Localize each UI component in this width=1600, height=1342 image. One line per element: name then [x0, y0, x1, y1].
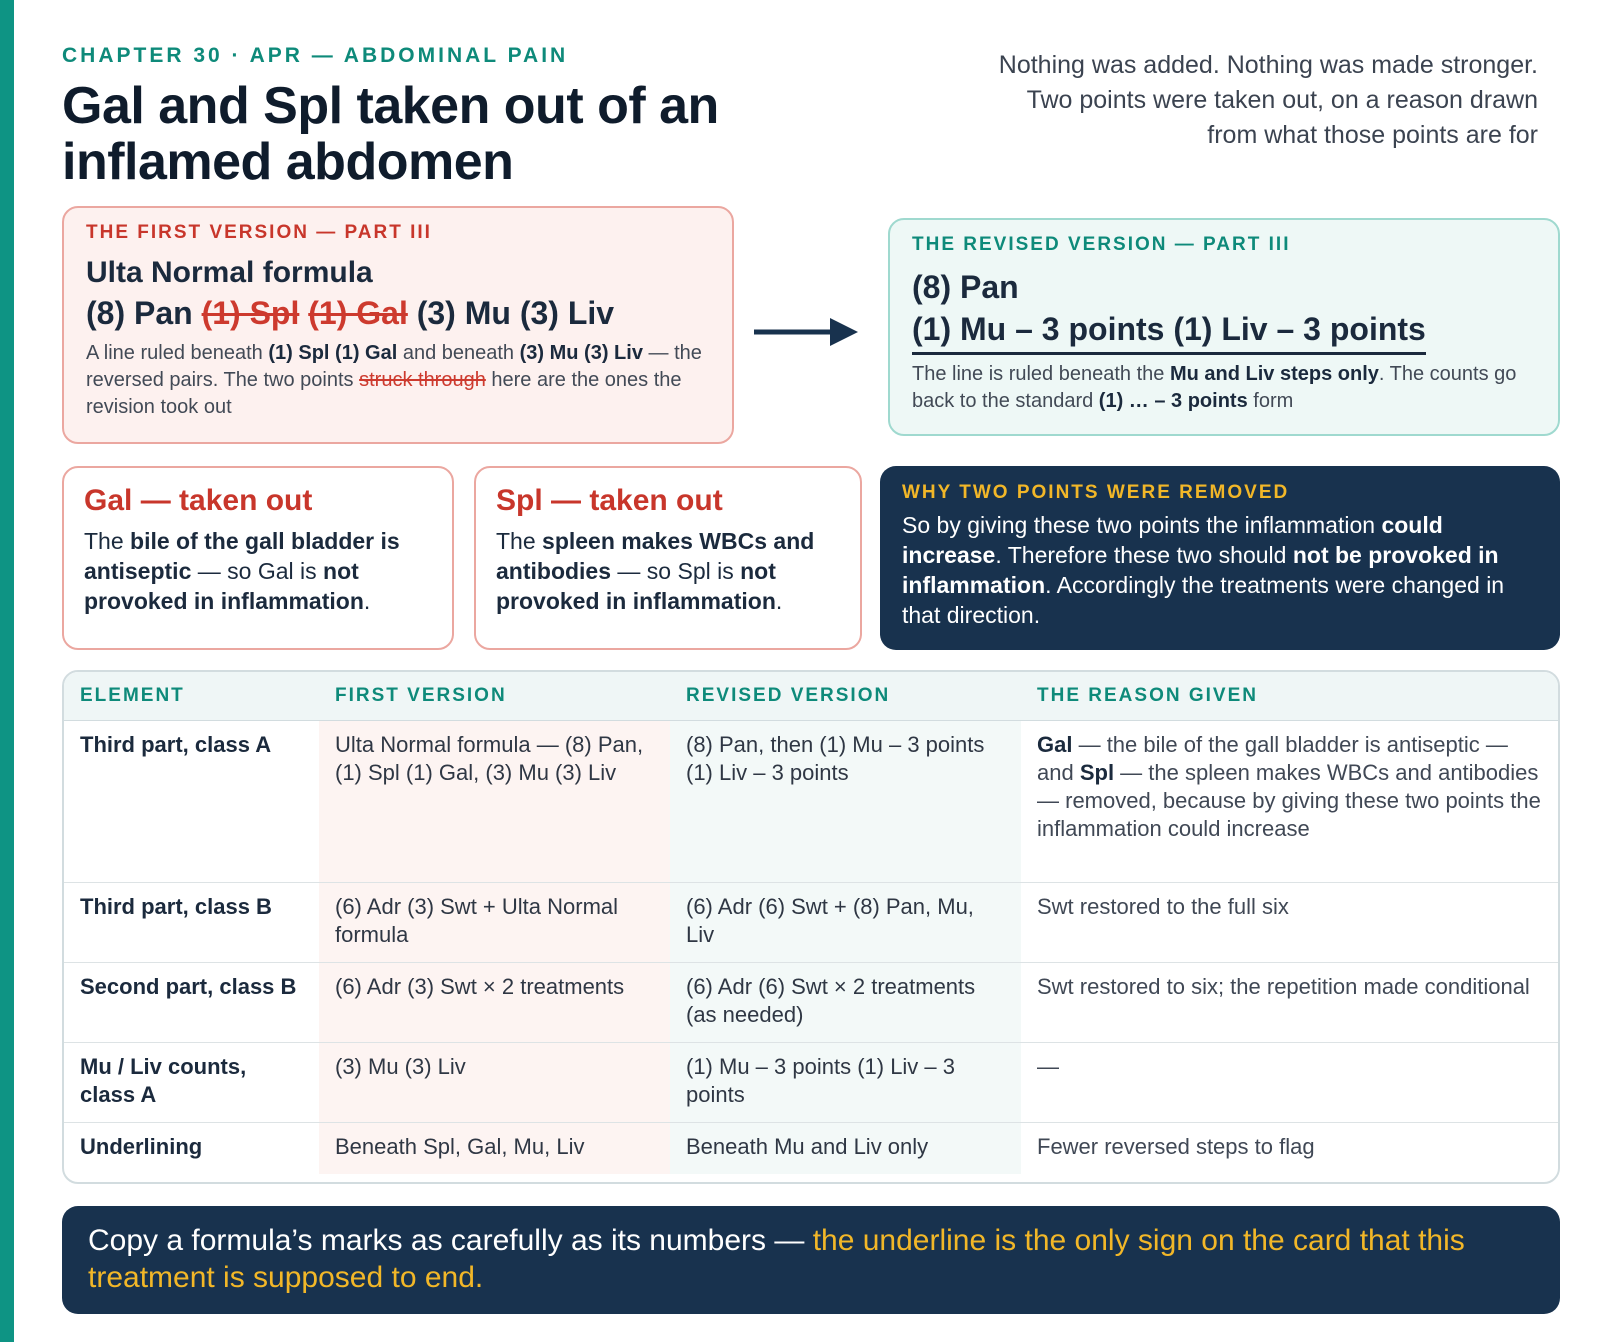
cell-reason: Fewer reversed steps to flag: [1037, 1133, 1315, 1159]
table-row: [64, 1042, 1558, 1122]
revised-version-card: [888, 218, 1560, 436]
cell-revised: (6) Adr (6) Swt × 2 treatments (as needed): [670, 962, 1021, 1042]
note-struck-text: struck through: [359, 369, 486, 391]
cell-first: (3) Mu (3) Liv: [319, 1042, 670, 1122]
first-version-note: [86, 340, 710, 421]
note-text: A line ruled beneath: [86, 342, 269, 364]
cell-element: Mu / Liv counts, class A: [64, 1042, 319, 1122]
reason-bold: Gal: [1037, 731, 1073, 757]
reason-bold: Spl: [1079, 759, 1115, 785]
body-text: — so Spl is: [611, 558, 741, 584]
cell-reason: Swt restored to six; the repetition made conditional: [1021, 962, 1558, 1042]
body-bold: spleen makes WBCs and antibodies: [496, 528, 815, 584]
body-text: . Therefore these two should: [995, 542, 1293, 568]
note-bold: (3) Mu (3) Liv: [519, 342, 643, 364]
cell-reason: —: [1021, 1042, 1558, 1122]
body-text: So by giving these two points the inflammation: [902, 512, 1382, 538]
table-row: [64, 962, 1558, 1042]
cell-first: (6) Adr (3) Swt + Ulta Normal formula: [319, 882, 670, 962]
body-text: .: [363, 588, 371, 614]
page-title: Gal and Spl taken out of an inflamed abdomen: [62, 77, 719, 191]
takeaway-text: Copy a formula’s marks as carefully as its numbers —: [88, 1224, 813, 1257]
cell-element: Second part, class B: [64, 962, 319, 1042]
struck-spl: (1) Spl: [201, 295, 300, 331]
cell-reason: [1021, 720, 1558, 882]
body-bold: bile of the gall bladder is antiseptic: [84, 528, 400, 584]
body-text: — so Gal is: [191, 558, 324, 584]
gal-card-title: Gal — taken out: [84, 484, 313, 517]
first-formula-name: Ulta Normal formula: [86, 256, 373, 289]
note-text: and beneath: [397, 342, 520, 364]
intro-text: Nothing was added. Nothing was made stronger. Two points were taken out, on a reason drawn from what those points are for: [998, 51, 1538, 149]
revised-version-note: [912, 361, 1536, 415]
chapter-eyebrow: CHAPTER 30 · APR — ABDOMINAL PAIN: [62, 44, 569, 67]
cell-revised: (1) Mu – 3 points (1) Liv – 3 points: [670, 1042, 1021, 1122]
table-row: [64, 882, 1558, 962]
spl-card-title: Spl — taken out: [496, 484, 723, 517]
body-text: The: [84, 528, 131, 554]
revised-version-label: THE REVISED VERSION — PART III: [912, 234, 1291, 255]
body-bold: not be provoked in inflammation: [902, 542, 1499, 598]
first-formula-start: (8) Pan: [86, 295, 202, 331]
note-text: here are the ones the revision took out: [86, 369, 682, 418]
note-text: The line is ruled beneath the: [912, 363, 1170, 385]
first-version-card: [62, 206, 734, 444]
note-text: form: [1247, 390, 1294, 412]
table-row: [64, 720, 1558, 882]
note-text: . The counts go back to the standard: [912, 363, 1517, 412]
body-text: .: [775, 588, 783, 614]
gal-removed-card: [62, 466, 454, 650]
header-first-version: FIRST VERSION: [319, 672, 670, 720]
table-row: [64, 1122, 1558, 1174]
note-bold: (1) … – 3 points: [1098, 390, 1248, 412]
header-reason: THE REASON GIVEN: [1021, 672, 1558, 720]
note-bold: Mu and Liv steps only: [1169, 363, 1379, 385]
cell-element: Underlining: [80, 1133, 203, 1159]
why-card-body: [902, 510, 1538, 630]
accent-side-bar: [0, 0, 14, 1342]
first-formula: [86, 292, 710, 334]
struck-gal: (1) Gal: [308, 295, 408, 331]
reason-text: — the bile of the gall bladder is antiseptic — and: [1037, 731, 1508, 785]
spl-card-body: [496, 526, 840, 616]
body-bold: not provoked in inflammation: [496, 558, 776, 614]
body-bold: could increase: [902, 512, 1443, 568]
header-element: ELEMENT: [64, 672, 319, 720]
cell-element: Third part, class A: [64, 720, 319, 882]
reason-text: — the spleen makes WBCs and antibodies — removed, because by giving these two points the inflammation could increase: [1037, 759, 1541, 841]
revised-formula-line2: (1) Mu – 3 points (1) Liv – 3 points: [912, 308, 1426, 355]
cell-element: Third part, class B: [64, 882, 319, 962]
cell-reason: Swt restored to the full six: [1021, 882, 1558, 962]
first-version-label: THE FIRST VERSION — PART III: [86, 222, 432, 243]
cell-revised: Beneath Mu and Liv only: [670, 1122, 1021, 1174]
comparison-table: [62, 670, 1560, 1184]
why-removed-card: [880, 466, 1560, 650]
cell-first: Ulta Normal formula — (8) Pan, (1) Spl (1) Gal, (3) Mu (3) Liv: [319, 720, 670, 882]
table-header-row: [64, 672, 1558, 720]
body-bold: not provoked in inflammation: [84, 558, 364, 614]
cell-first: (6) Adr (3) Swt × 2 treatments: [319, 962, 670, 1042]
takeaway-highlight: the underline is the only sign on the card that this treatment is supposed to end.: [88, 1224, 1465, 1294]
note-bold: (1) Spl (1) Gal: [268, 342, 398, 364]
revised-formula-line1: (8) Pan: [912, 269, 1019, 305]
arrow-right-icon: [754, 312, 864, 352]
body-text: . Accordingly the treatments were changed in that direction.: [902, 572, 1505, 628]
note-text: — the reversed pairs. The two points: [86, 342, 702, 391]
takeaway-banner: [62, 1206, 1560, 1314]
spl-removed-card: [474, 466, 862, 650]
gal-card-body: [84, 526, 432, 616]
cell-revised: (8) Pan, then (1) Mu – 3 points (1) Liv – 3 points: [670, 720, 1021, 882]
why-card-label: WHY TWO POINTS WERE REMOVED: [902, 482, 1290, 503]
cell-revised: (6) Adr (6) Swt + (8) Pan, Mu, Liv: [670, 882, 1021, 962]
first-formula-end: (3) Mu (3) Liv: [407, 295, 615, 331]
cell-first: Beneath Spl, Gal, Mu, Liv: [319, 1122, 670, 1174]
body-text: The: [496, 528, 543, 554]
header-revised-version: REVISED VERSION: [670, 672, 1021, 720]
